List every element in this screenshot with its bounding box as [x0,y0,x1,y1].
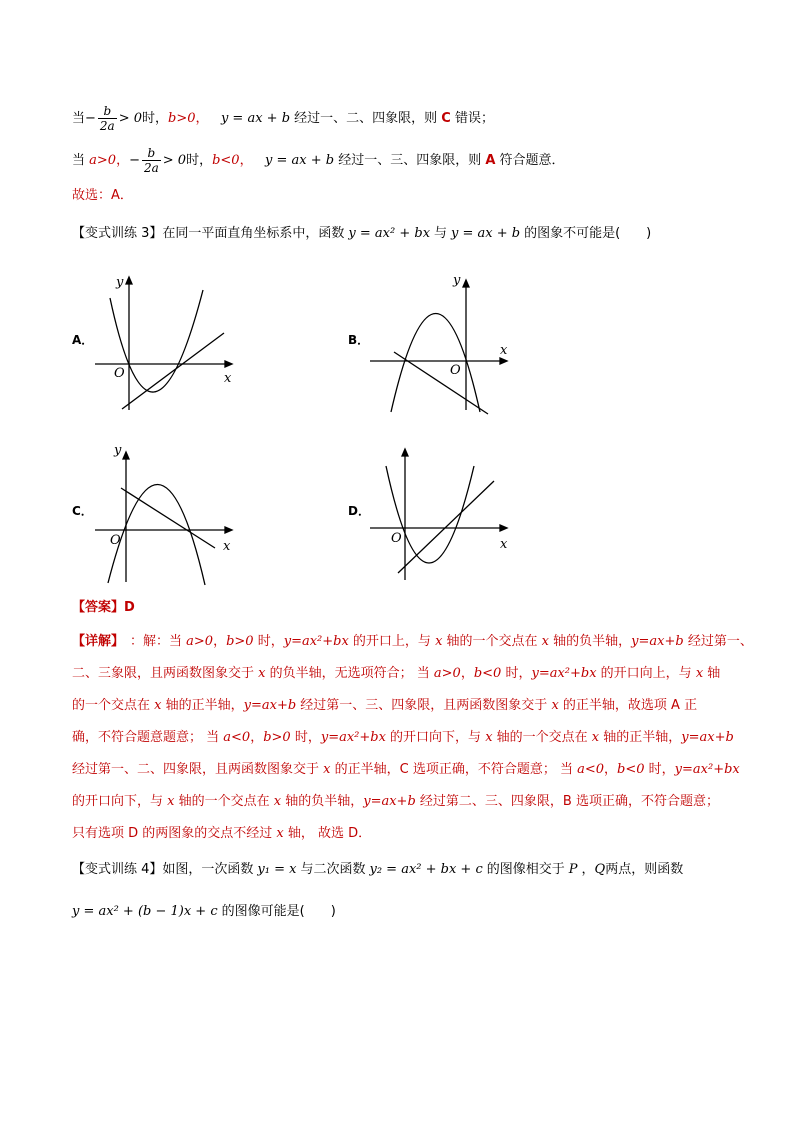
linear-formula: y₁ = x [257,862,297,877]
explanation-text: 轴的一个交点在 [442,634,542,649]
explanation-text: ：解：当 [130,634,187,649]
minus-sign: − [129,153,140,168]
explanation-text: a<0 [223,730,251,745]
comma: ， [195,111,209,126]
frac-den: 2a [99,119,115,133]
linear-formula: y = ax + b [451,226,521,241]
y-axis-label: y [116,275,124,290]
variant4-question-line2 [72,902,336,922]
question-text: 的图像可能是( ) [221,904,336,919]
line-graph [121,488,215,548]
explanation-line [72,728,734,748]
explanation-label: 【详解】 [72,634,125,649]
explanation-text: 只有选项 D 的两图象的交点不经过 [72,826,277,841]
line-graph [122,333,224,409]
frac-num: b [98,104,117,119]
explanation-text: y=ax²+bx [674,762,740,777]
option-a-label: A． [72,333,94,347]
option-d-label: D． [348,504,370,518]
origin-label: O [450,363,461,378]
explanation-text: x [695,666,704,681]
explanation-text: 时， [644,762,675,777]
explanation-text: 二、三象限，且两函数图象交于 [72,666,259,681]
explanation-text: y=ax²+bx [283,634,349,649]
explanation-text: 轴的正半轴， [161,698,244,713]
explanation-text: x [591,730,600,745]
explanation-text: x [276,826,284,841]
time-word: 时， [142,111,169,126]
explanation-line [72,824,371,844]
line-graph [398,481,494,573]
explanation-text: x [435,634,443,649]
explanation-text: 的开口向下，与 [385,730,486,745]
comma: ， [116,153,130,168]
intro-when: 当 [72,153,90,168]
intro-text: 经过一、三、四象限，则 [334,153,486,168]
line-graph [394,352,488,414]
option-b-label: B． [348,333,370,347]
explanation-text: 时， [501,666,532,681]
explanation-text: y=ax²+bx [320,730,386,745]
explanation-line [72,792,719,812]
parabola-curve [391,314,480,413]
explanation-line [72,664,720,684]
point-p: P [568,862,578,877]
time-word: 时， [186,153,213,168]
explanation-text: 时， [253,634,284,649]
frac-den: 2a [143,161,159,175]
explanation-text: 轴的负半轴， [281,794,364,809]
explanation-text: 轴的负半轴， [549,634,632,649]
explanation-text: y=ax²+bx [531,666,597,681]
explanation-text: 的负半轴，无选项符合； 当 [265,666,434,681]
question-text: 的图像相交于 [486,862,565,877]
explanation-text: y=ax+b [681,730,734,745]
explanation-text: x [485,730,493,745]
explanation-text: y=ax+b [631,634,684,649]
explanation-text: x [323,762,331,777]
minus-sign: − [85,111,96,126]
intro-text: 经过一、二、四象限，则 [290,111,442,126]
point-q: Q [594,862,606,877]
explanation-text: 经过第二、三、四象限，B 选项正确，不符合题意； [415,794,719,809]
linear-formula: y = ax + b [220,111,291,126]
variant4-question-line1 [72,860,683,880]
intro-text: 错误； [450,111,494,126]
gt-zero: > 0 [162,153,187,168]
y-axis-label: y [453,273,461,288]
variant3-question [72,224,651,244]
explanation-text: y=ax+b [363,794,416,809]
question-text: 两点，则函数 [605,862,684,877]
explanation-text: 的正半轴，C 选项正确，不符合题意； 当 [330,762,578,777]
explanation-text: 的开口向上，与 [596,666,696,681]
fraction-b-over-2a [98,104,117,133]
option-ref: A [485,153,496,168]
x-arrow-icon [500,358,507,364]
quadratic-formula: y₂ = ax² + bx + c [369,862,483,877]
intro-conclusion: 故选：A． [72,188,133,203]
condition-b: b>0 [168,111,196,126]
option-c-label: C． [72,504,93,518]
origin-label: O [110,533,121,548]
explanation-text: 轴 [703,666,721,681]
origin-label: O [391,531,402,546]
y-arrow-icon [126,277,132,284]
quadratic-formula: y = ax² + bx [348,226,431,241]
explanation-text: a>0 [433,666,461,681]
explanation-text: x [273,794,282,809]
question-text: 如图，一次函数 [162,862,254,877]
x-arrow-icon [500,525,507,531]
explanation-text: ， [213,634,227,649]
x-arrow-icon [225,527,232,533]
explanation-line [72,696,697,716]
question-text: 的图象不可能是( ) [524,226,652,241]
answer-line [72,598,135,618]
answer-label: 【答案】 [72,600,125,615]
explanation-text: x [167,794,175,809]
parabola-curve [110,290,203,392]
explanation-text: x [258,666,266,681]
fraction-b-over-2a [142,146,161,175]
explanation-text: x [154,698,162,713]
explanation-text: a<0 [577,762,605,777]
y-arrow-icon [463,280,469,287]
explanation-text: x [551,698,559,713]
explanation-text: b<0 [473,666,502,681]
parabola-curve [108,484,205,585]
explanation-text: 轴的正半轴， [599,730,682,745]
y-arrow-icon [402,449,408,456]
explanation-text: 确，不符合题意题意； 当 [72,730,224,745]
explanation-line [72,760,740,780]
y-arrow-icon [123,452,129,459]
explanation-text: 的开口向下，与 [72,794,168,809]
explanation-text: b>0 [226,634,254,649]
explanation-text: 的正半轴，故选项 A 正 [558,698,698,713]
option-ref: C [441,111,451,126]
function-formula: y = ax² + (b − 1)x + c [72,904,218,919]
intro-line-2 [72,146,565,175]
gt-zero: > 0 [118,111,143,126]
question-text: ， [581,862,595,877]
y-axis-label: y [114,443,122,458]
explanation-text: x [541,634,550,649]
linear-formula: y = ax + b [265,153,335,168]
intro-when: 当 [72,111,86,126]
parabola-curve [386,466,474,563]
explanation-text: 轴的一个交点在 [174,794,274,809]
variant3-label: 【变式训练 3】 [72,226,163,241]
explanation-text: a>0 [186,634,214,649]
frac-num: b [142,146,161,161]
intro-line-1 [72,104,494,133]
x-axis-label: x [500,537,508,552]
explanation-text: y=ax+b [243,698,297,713]
question-text: 与二次函数 [300,862,366,877]
explanation-text: 经过第一、 [683,634,753,649]
condition-a: a>0 [89,153,117,168]
explanation-text: 轴， 故选 D． [283,826,372,841]
explanation-text: ， [604,762,618,777]
intro-text: 符合题意． [495,153,565,168]
explanation-text: ， [250,730,264,745]
answer-value: D [124,600,135,615]
x-axis-label: x [500,343,508,358]
x-arrow-icon [225,361,232,367]
question-text: 与 [434,226,448,241]
explanation-line [130,632,753,652]
comma: ， [239,153,253,168]
explanation-text: ， [460,666,474,681]
explanation-text: b<0 [617,762,645,777]
origin-label: O [114,366,125,381]
x-axis-label: x [223,539,231,554]
condition-b: b<0 [212,153,240,168]
explanation-text: 经过第一、二、四象限，且两函数图象交于 [72,762,324,777]
explanation-text: b>0 [263,730,291,745]
variant4-label: 【变式训练 4】 [72,862,163,877]
explanation-text: 经过第一、三、四象限，且两函数图象交于 [296,698,552,713]
explanation-text: 的一个交点在 [72,698,155,713]
question-text: 在同一平面直角坐标系中，函数 [162,226,345,241]
explanation-text: 轴的一个交点在 [492,730,592,745]
explanation-text: 时， [290,730,321,745]
explanation-text: 的开口上，与 [348,634,436,649]
x-axis-label: x [224,371,232,386]
